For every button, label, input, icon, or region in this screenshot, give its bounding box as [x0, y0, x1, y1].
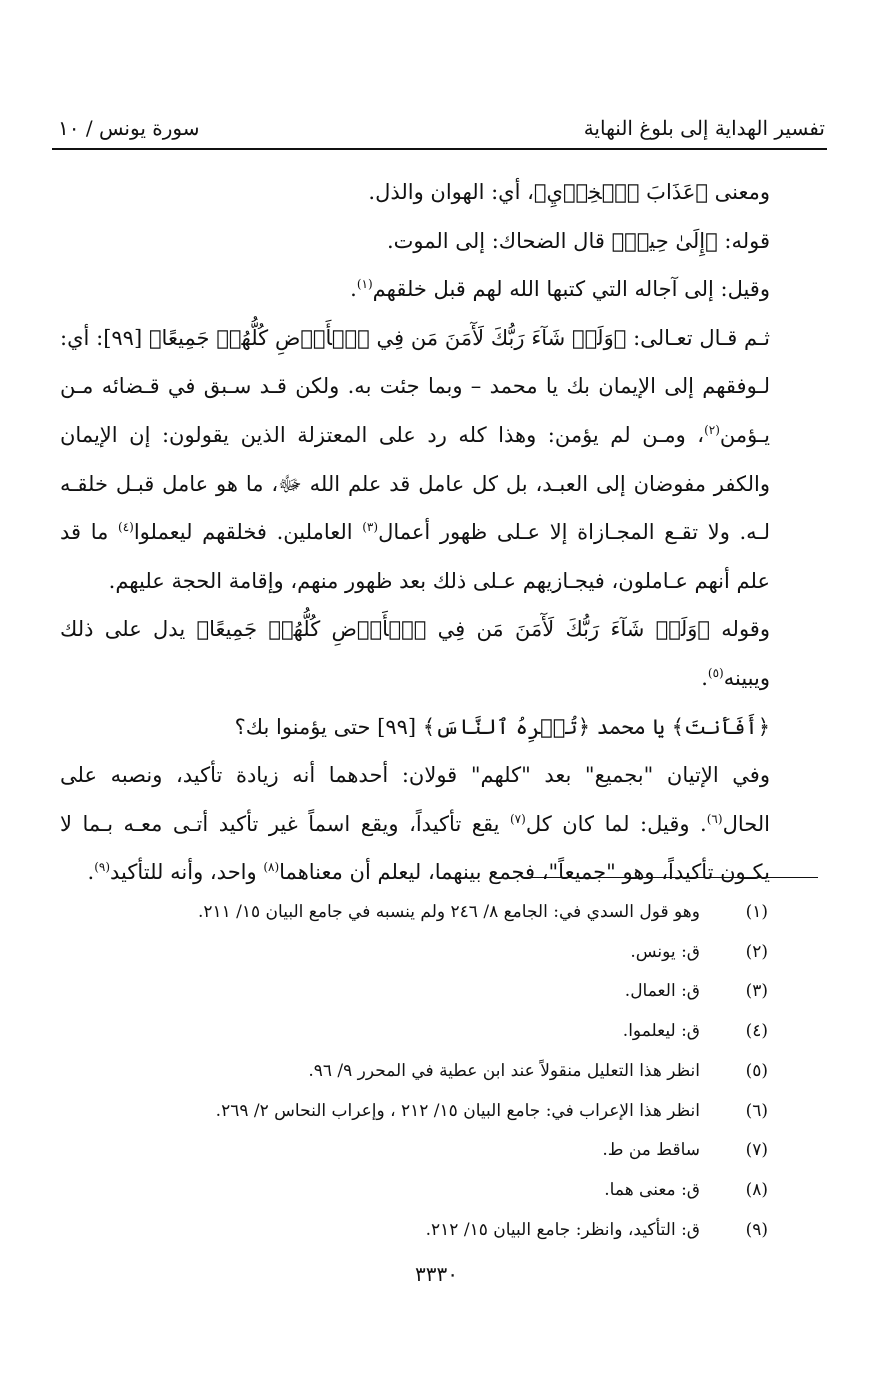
- text-span: يقع تأكيداً، ويقع اسماً غير تأكيد أتـى معـه بـما لا يكـون تأكيداً، وهو "جميعاً"، فجمع بينهما، ليعلم أن معناهما: [60, 811, 770, 885]
- text-span: ، ومـن لم يؤمن: وهذا كله رد على المعتزلة الذين يقولون: إن الإيمان والكفر مفوضان إلى العبـد، بل كل عامل قد علم الله ﷻ، ما هو عامل قبـل خلقـه لـه. ولا تقـع المجـازاة إلا عـلى ظهور أعمال: [60, 422, 770, 545]
- text-span: .: [701, 665, 708, 690]
- footnote-ref: (٧): [509, 811, 526, 826]
- footnote-4: [80, 1012, 768, 1052]
- footnote-text: وهو قول السدي في: الجامع ٨/ ٢٤٦ ولم ينسبه في جامع البيان ١٥/ ٢١١.: [197, 902, 700, 922]
- footnote-8: [80, 1171, 768, 1211]
- footnote-number: (٩): [745, 1219, 768, 1240]
- footnote-text: ق: معنى هما.: [604, 1179, 700, 1200]
- footnote-5: [80, 1052, 768, 1092]
- footnote-number: (٦): [745, 1100, 768, 1121]
- footnote-ref: (٩): [94, 860, 111, 875]
- footnote-2: [80, 933, 768, 973]
- footnote-number: (٥): [745, 1060, 768, 1081]
- footnote-7: [80, 1131, 768, 1171]
- page-number: ٣٣٣٠: [415, 1262, 458, 1286]
- text-span: . وقيل: لما كان كل: [525, 811, 707, 836]
- footnote-text: ق: ليعلموا.: [622, 1021, 700, 1042]
- footnote-text: ساقط من ط.: [602, 1140, 700, 1161]
- footnotes: [80, 893, 768, 1250]
- text-span: [٩٩]: أي: لـوفقهم إلى الإيمان بك يا محمد – وبما جئت به. ولكن قـد سـبق في قـضائه مـن يـؤمن: [60, 325, 770, 447]
- footnote-1: [80, 893, 768, 933]
- footnote-number: (١): [745, 902, 768, 922]
- footnote-ref: (٦): [706, 811, 723, 826]
- footnote-ref: (٤): [118, 520, 134, 535]
- text-span: .: [350, 277, 357, 302]
- text-span: وفي الإتيان "بجميع" بعد "كلهم" قولان: أحدهما أنه زيادة تأكيد، ونصبه على الحال: [60, 763, 771, 836]
- footnote-number: (٤): [745, 1021, 768, 1042]
- footnote-text: ق: يونس.: [630, 941, 700, 962]
- text-span: وقوله: [710, 617, 770, 642]
- text-span: وقيل: إلى آجاله التي كتبها الله لهم قبل خلقهم: [372, 277, 770, 302]
- quran-verse: ﴿تُكۡرِهُ ٱلنَّاسَ﴾: [422, 714, 590, 739]
- text-span: يدل على ذلك ويبينه: [60, 617, 770, 690]
- footnote-text: ق: العمال.: [624, 981, 700, 1002]
- text-span: واحد، وأنه للتأكيد: [110, 860, 264, 885]
- footnote-text: ق: التأكيد، وانظر: جامع البيان ١٥/ ٢١٢.: [425, 1219, 700, 1240]
- book-title: تفسير الهداية إلى بلوغ النهاية: [583, 116, 825, 140]
- footnote-number: (٣): [745, 981, 768, 1002]
- footnote-separator: [523, 877, 818, 878]
- main-text: [60, 168, 818, 897]
- text-span: ومعنى: [707, 180, 770, 204]
- quran-verse: ﴿أَفَأَنتَ﴾: [671, 714, 770, 739]
- paragraph-1: [60, 168, 818, 217]
- text-span: .: [87, 860, 95, 885]
- surah-label: سورة يونس / ١٠: [58, 116, 200, 140]
- paragraph-4: [60, 314, 818, 606]
- text-span: العاملين. فخلقهم ليعملوا: [133, 520, 363, 545]
- paragraph-7: [60, 751, 818, 897]
- running-header: [58, 112, 825, 144]
- footnote-number: (٨): [745, 1179, 768, 1200]
- quran-verse: ﴿وَلَوۡ شَآءَ رَبُّكَ لَأٓمَنَ مَن فِي ٱلۡأَرۡضِ كُلُّهُمۡ جَمِيعًا﴾: [196, 617, 710, 642]
- text-span: ثـم قـال تعـالى:: [626, 325, 770, 350]
- text-span: ما قد علم أنهم عـاملون، فيجـازيهم عـلى ذلك بعد ظهور منهم، وإقامة الحجة عليهم.: [60, 520, 770, 593]
- footnote-ref: (٢): [704, 422, 720, 437]
- footnote-ref: (١): [356, 277, 373, 292]
- footnote-9: [80, 1211, 768, 1251]
- text-span: ، أي: الهوان والذل.: [368, 180, 534, 204]
- quran-verse: ﴿إِلَىٰ حِينٖ﴾: [611, 228, 718, 253]
- text-span: قال الضحاك: إلى الموت.: [386, 228, 612, 253]
- footnote-ref: (٨): [263, 860, 280, 875]
- paragraph-5: [60, 605, 818, 702]
- paragraph-6: [60, 703, 818, 752]
- footnote-number: (٢): [745, 941, 768, 962]
- header-rule: [52, 148, 827, 150]
- quran-verse: ﴿وَلَوۡ شَآءَ رَبُّكَ لَأٓمَنَ مَن فِي ٱلۡأَرۡضِ كُلُّهُمۡ جَمِيعًا﴾: [148, 325, 627, 350]
- footnote-ref: (٥): [707, 665, 724, 680]
- footnote-ref: (٣): [362, 520, 379, 535]
- text-span: قوله:: [717, 228, 770, 253]
- footnote-3: [80, 972, 768, 1012]
- footnote-text: انظر هذا الإعراب في: جامع البيان ١٥/ ٢١٢ ، وإعراب النحاس ٢/ ٢٦٩.: [215, 1100, 700, 1121]
- footnote-number: (٧): [745, 1140, 768, 1161]
- text-span: يا محمد: [590, 714, 672, 739]
- footnote-text: انظر هذا التعليل منقولاً عند ابن عطية في المحرر ٩/ ٩٦.: [308, 1060, 700, 1081]
- paragraph-3: [60, 265, 818, 314]
- paragraph-2: [60, 217, 818, 266]
- footnote-6: [80, 1092, 768, 1132]
- quran-verse: ﴿عَذَابَ ٱلۡخِزۡيِ﴾: [533, 180, 708, 204]
- text-span: [٩٩] حتى يؤمنوا بك؟: [234, 714, 423, 739]
